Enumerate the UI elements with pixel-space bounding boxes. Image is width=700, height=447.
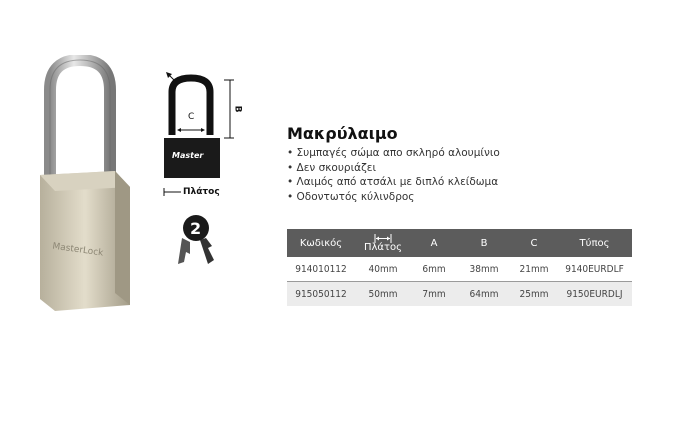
cell-type: 9140EURDLF <box>557 257 632 282</box>
cell-a: 7mm <box>411 282 457 307</box>
feature-list <box>287 146 500 204</box>
dim-label-b: B <box>232 105 243 113</box>
header-width-label: Πλάτος <box>363 241 403 253</box>
spec-table <box>287 229 632 306</box>
table-header-row <box>287 229 632 257</box>
cell-type: 9150EURDLJ <box>557 282 632 307</box>
feature-item: • Οδοντωτός κύλινδρος <box>287 190 500 205</box>
header-code: Κωδικός <box>287 229 355 257</box>
svg-text:MasterLock: MasterLock <box>51 241 104 259</box>
keys-count-number: 2 <box>190 219 202 238</box>
cell-b: 38mm <box>457 257 511 282</box>
cell-b: 64mm <box>457 282 511 307</box>
feature-item: • Λαιμός από ατσάλι με διπλό κλείδωμα <box>287 175 500 190</box>
feature-item: • Δεν σκουριάζει <box>287 161 500 176</box>
header-b: B <box>457 229 511 257</box>
dim-label-width: Πλάτος <box>183 187 220 197</box>
cell-code: 914010112 <box>287 257 355 282</box>
header-width <box>355 229 411 257</box>
table-row <box>287 282 632 307</box>
table-row <box>287 257 632 282</box>
cell-width: 40mm <box>355 257 411 282</box>
lock-brand-text: Master <box>172 151 204 160</box>
product-title: Μακρύλαιμο <box>287 124 398 143</box>
feature-item: • Συμπαγές σώμα απο σκληρό αλουμίνιο <box>287 146 500 161</box>
cell-width: 50mm <box>355 282 411 307</box>
cell-c: 25mm <box>511 282 557 307</box>
dim-label-c: C <box>188 112 195 122</box>
cell-a: 6mm <box>411 257 457 282</box>
header-type: Τύπος <box>557 229 632 257</box>
padlock-photo <box>30 55 150 315</box>
header-c: C <box>511 229 557 257</box>
cell-c: 21mm <box>511 257 557 282</box>
cell-code: 915050112 <box>287 282 355 307</box>
header-a: A <box>411 229 457 257</box>
